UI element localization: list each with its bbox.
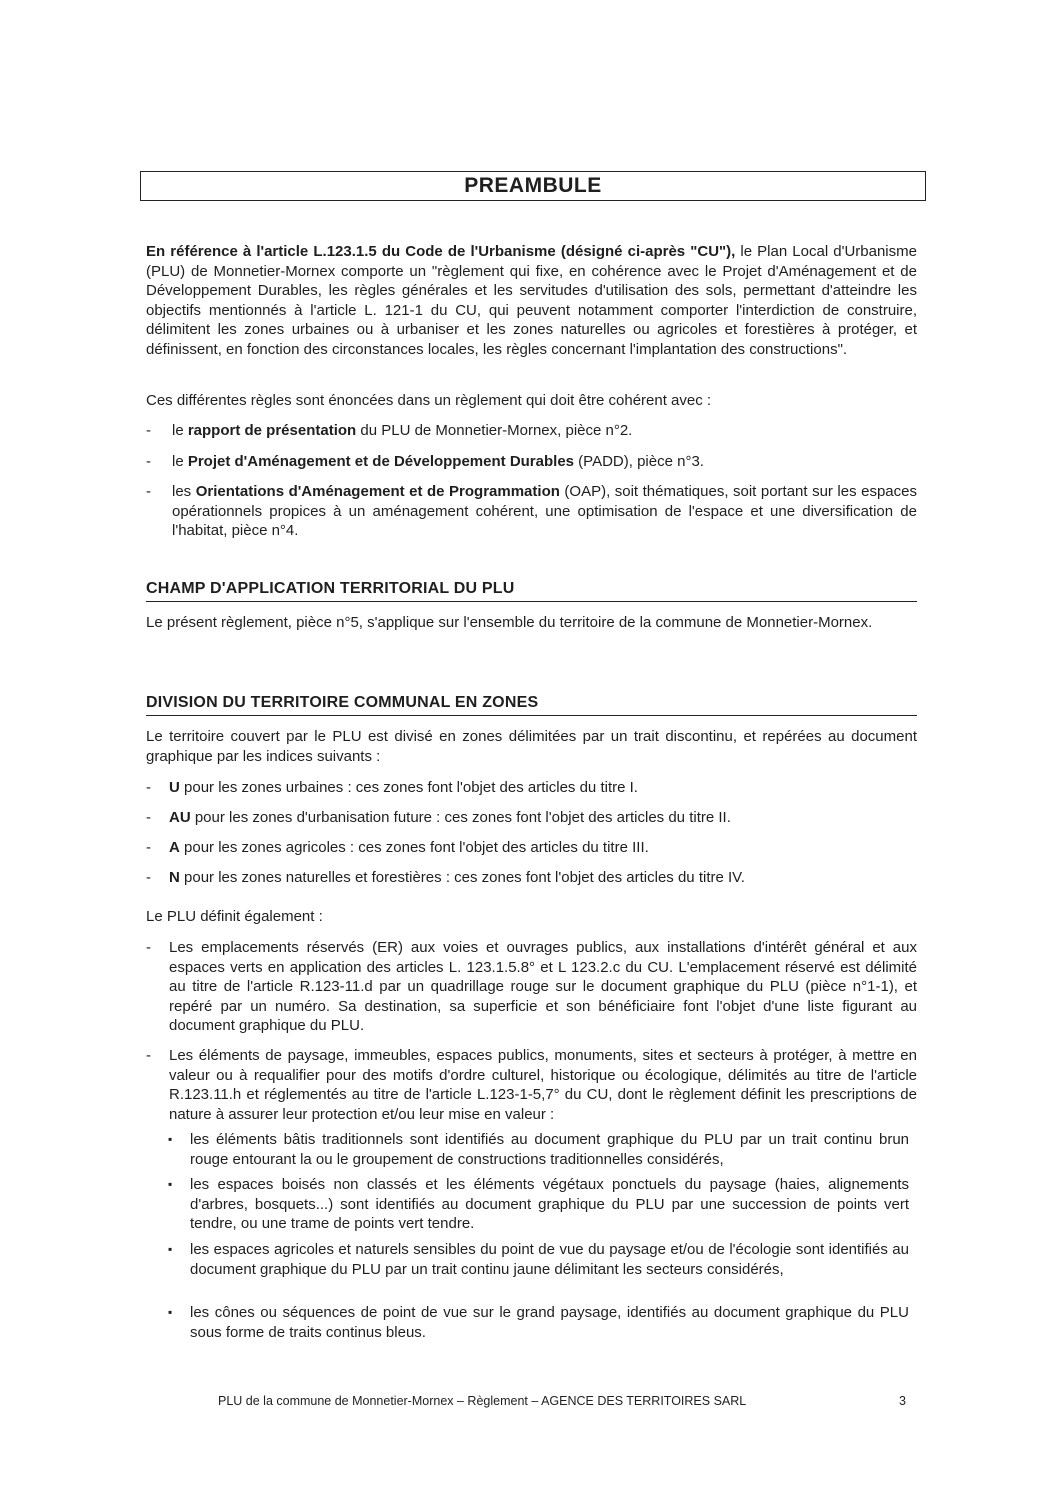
square-bullet-icon: ▪ xyxy=(168,1132,173,1146)
bullet-item: les éléments bâtis traditionnels sont identifiés au document graphique du PLU par un trait continu brun rouge entourant la ou le groupement de constructions traditionnelles considérés, xyxy=(190,1131,909,1168)
bullet-item: les espaces agricoles et naturels sensibles du point de vue du paysage et/ou de l'écologie sont identifiés au document graphique du PLU par un trait continu jaune délimitant les secteurs considérés, xyxy=(190,1241,909,1278)
zone-item-au: AU pour les zones d'urbanisation future : ces zones font l'objet des articles du titre II. xyxy=(169,809,731,826)
title-box xyxy=(140,171,926,201)
list-dash: - xyxy=(146,483,151,500)
list-item: le Projet d'Aménagement et de Développement Durables (PADD), pièce n°3. xyxy=(172,453,704,470)
section-heading-division: DIVISION DU TERRITOIRE COMMUNAL EN ZONES xyxy=(146,693,917,716)
list-dash: - xyxy=(146,939,151,956)
definition-item: Les éléments de paysage, immeubles, espaces publics, monuments, sites et secteurs à protéger, à mettre en valeur ou à requalifier pour des motifs d'ordre culturel, historique ou écologique, délimités au titre de l'article R.123.11.h et réglementés au titre de l'article L.123-1-5,7° du CU, dont le règlement définit les prescriptions de nature à assurer leur protection et/ou leur mise en valeur : xyxy=(169,1047,917,1123)
list-dash: - xyxy=(146,839,151,856)
list-dash: - xyxy=(146,869,151,886)
bullet-item: les espaces boisés non classés et les éléments végétaux ponctuels du paysage (haies, alignements d'arbres, bosquets...) sont identifiés au document graphique du PLU par une succession de points vert tendre, ou une trame de points vert tendre. xyxy=(190,1176,909,1232)
also-defines-text: Le PLU définit également : xyxy=(146,908,323,925)
section-heading-champ: CHAMP D'APPLICATION TERRITORIAL DU PLU xyxy=(146,579,917,602)
section-champ-text: Le présent règlement, pièce n°5, s'applique sur l'ensemble du territoire de la commune de Monnetier-Mornex. xyxy=(146,614,873,631)
definition-item: Les emplacements réservés (ER) aux voies et ouvrages publics, aux installations d'intérêt général et aux espaces verts en application des articles L. 123.1.5.8° et L 123.2.c du CU. L'emplacement réservé est délimité au titre de l'article R.123-11.d par un quadrillage rouge sur le document graphique du PLU (pièce n°1-1), et repéré par un numéro. Sa destination, sa superficie et son bénéficiaire font l'objet d'une liste figurant au document graphique du PLU. xyxy=(169,939,917,1034)
square-bullet-icon: ▪ xyxy=(168,1177,173,1191)
intro-lead: En référence à l'article L.123.1.5 du Code de l'Urbanisme (désigné ci-après "CU"), xyxy=(146,243,736,260)
list-dash: - xyxy=(146,809,151,826)
zone-item-n: N pour les zones naturelles et forestières : ces zones font l'objet des articles du titre IV. xyxy=(169,869,745,886)
page-number: 3 xyxy=(899,1394,906,1408)
zone-item-u: U pour les zones urbaines : ces zones font l'objet des articles du titre I. xyxy=(169,779,638,796)
intro-rest: le Plan Local d'Urbanisme (PLU) de Monnetier-Mornex comporte un "règlement qui fixe, en cohérence avec le Projet d'Aménagement et de Développement Durables, les règles générales et les servitudes d'utilisation des sols, permettant d'atteindre les objectifs mentionnés à l'article L. 121-1 du CU, qui peuvent notamment comporter l'interdiction de construire, délimitent les zones urbaines ou à urbaniser et les zones naturelles ou agricoles et forestières à protéger, et définissent, en fonction des circonstances locales, les règles concernant l'implantation des constructions". xyxy=(146,243,917,358)
list-dash: - xyxy=(146,779,151,796)
coherence-intro: Ces différentes règles sont énoncées dans un règlement qui doit être cohérent avec : xyxy=(146,392,712,409)
list-dash: - xyxy=(146,1047,151,1064)
zone-item-a: A pour les zones agricoles : ces zones font l'objet des articles du titre III. xyxy=(169,839,649,856)
footer-text: PLU de la commune de Monnetier-Mornex – Règlement – AGENCE DES TERRITOIRES SARL xyxy=(218,1394,747,1408)
list-dash: - xyxy=(146,422,151,439)
list-dash: - xyxy=(146,453,151,470)
square-bullet-icon: ▪ xyxy=(168,1305,173,1319)
list-item: les Orientations d'Aménagement et de Programmation (OAP), soit thématiques, soit portant sur les espaces opérationnels propices à un aménagement cohérent, une optimisation de l'espace et une diversification de l'habitat, pièce n°4. xyxy=(172,483,917,539)
bullet-item: les cônes ou séquences de point de vue sur le grand paysage, identifiés au document graphique du PLU sous forme de traits continus bleus. xyxy=(190,1304,909,1341)
list-item: le rapport de présentation du PLU de Monnetier-Mornex, pièce n°2. xyxy=(172,422,633,439)
intro-paragraph xyxy=(146,242,917,359)
page-title: PREAMBULE xyxy=(464,174,602,197)
square-bullet-icon: ▪ xyxy=(168,1242,173,1256)
section-division-text: Le territoire couvert par le PLU est divisé en zones délimitées par un trait discontinu, et repérées au document graphique par les indices suivants : xyxy=(146,728,917,765)
